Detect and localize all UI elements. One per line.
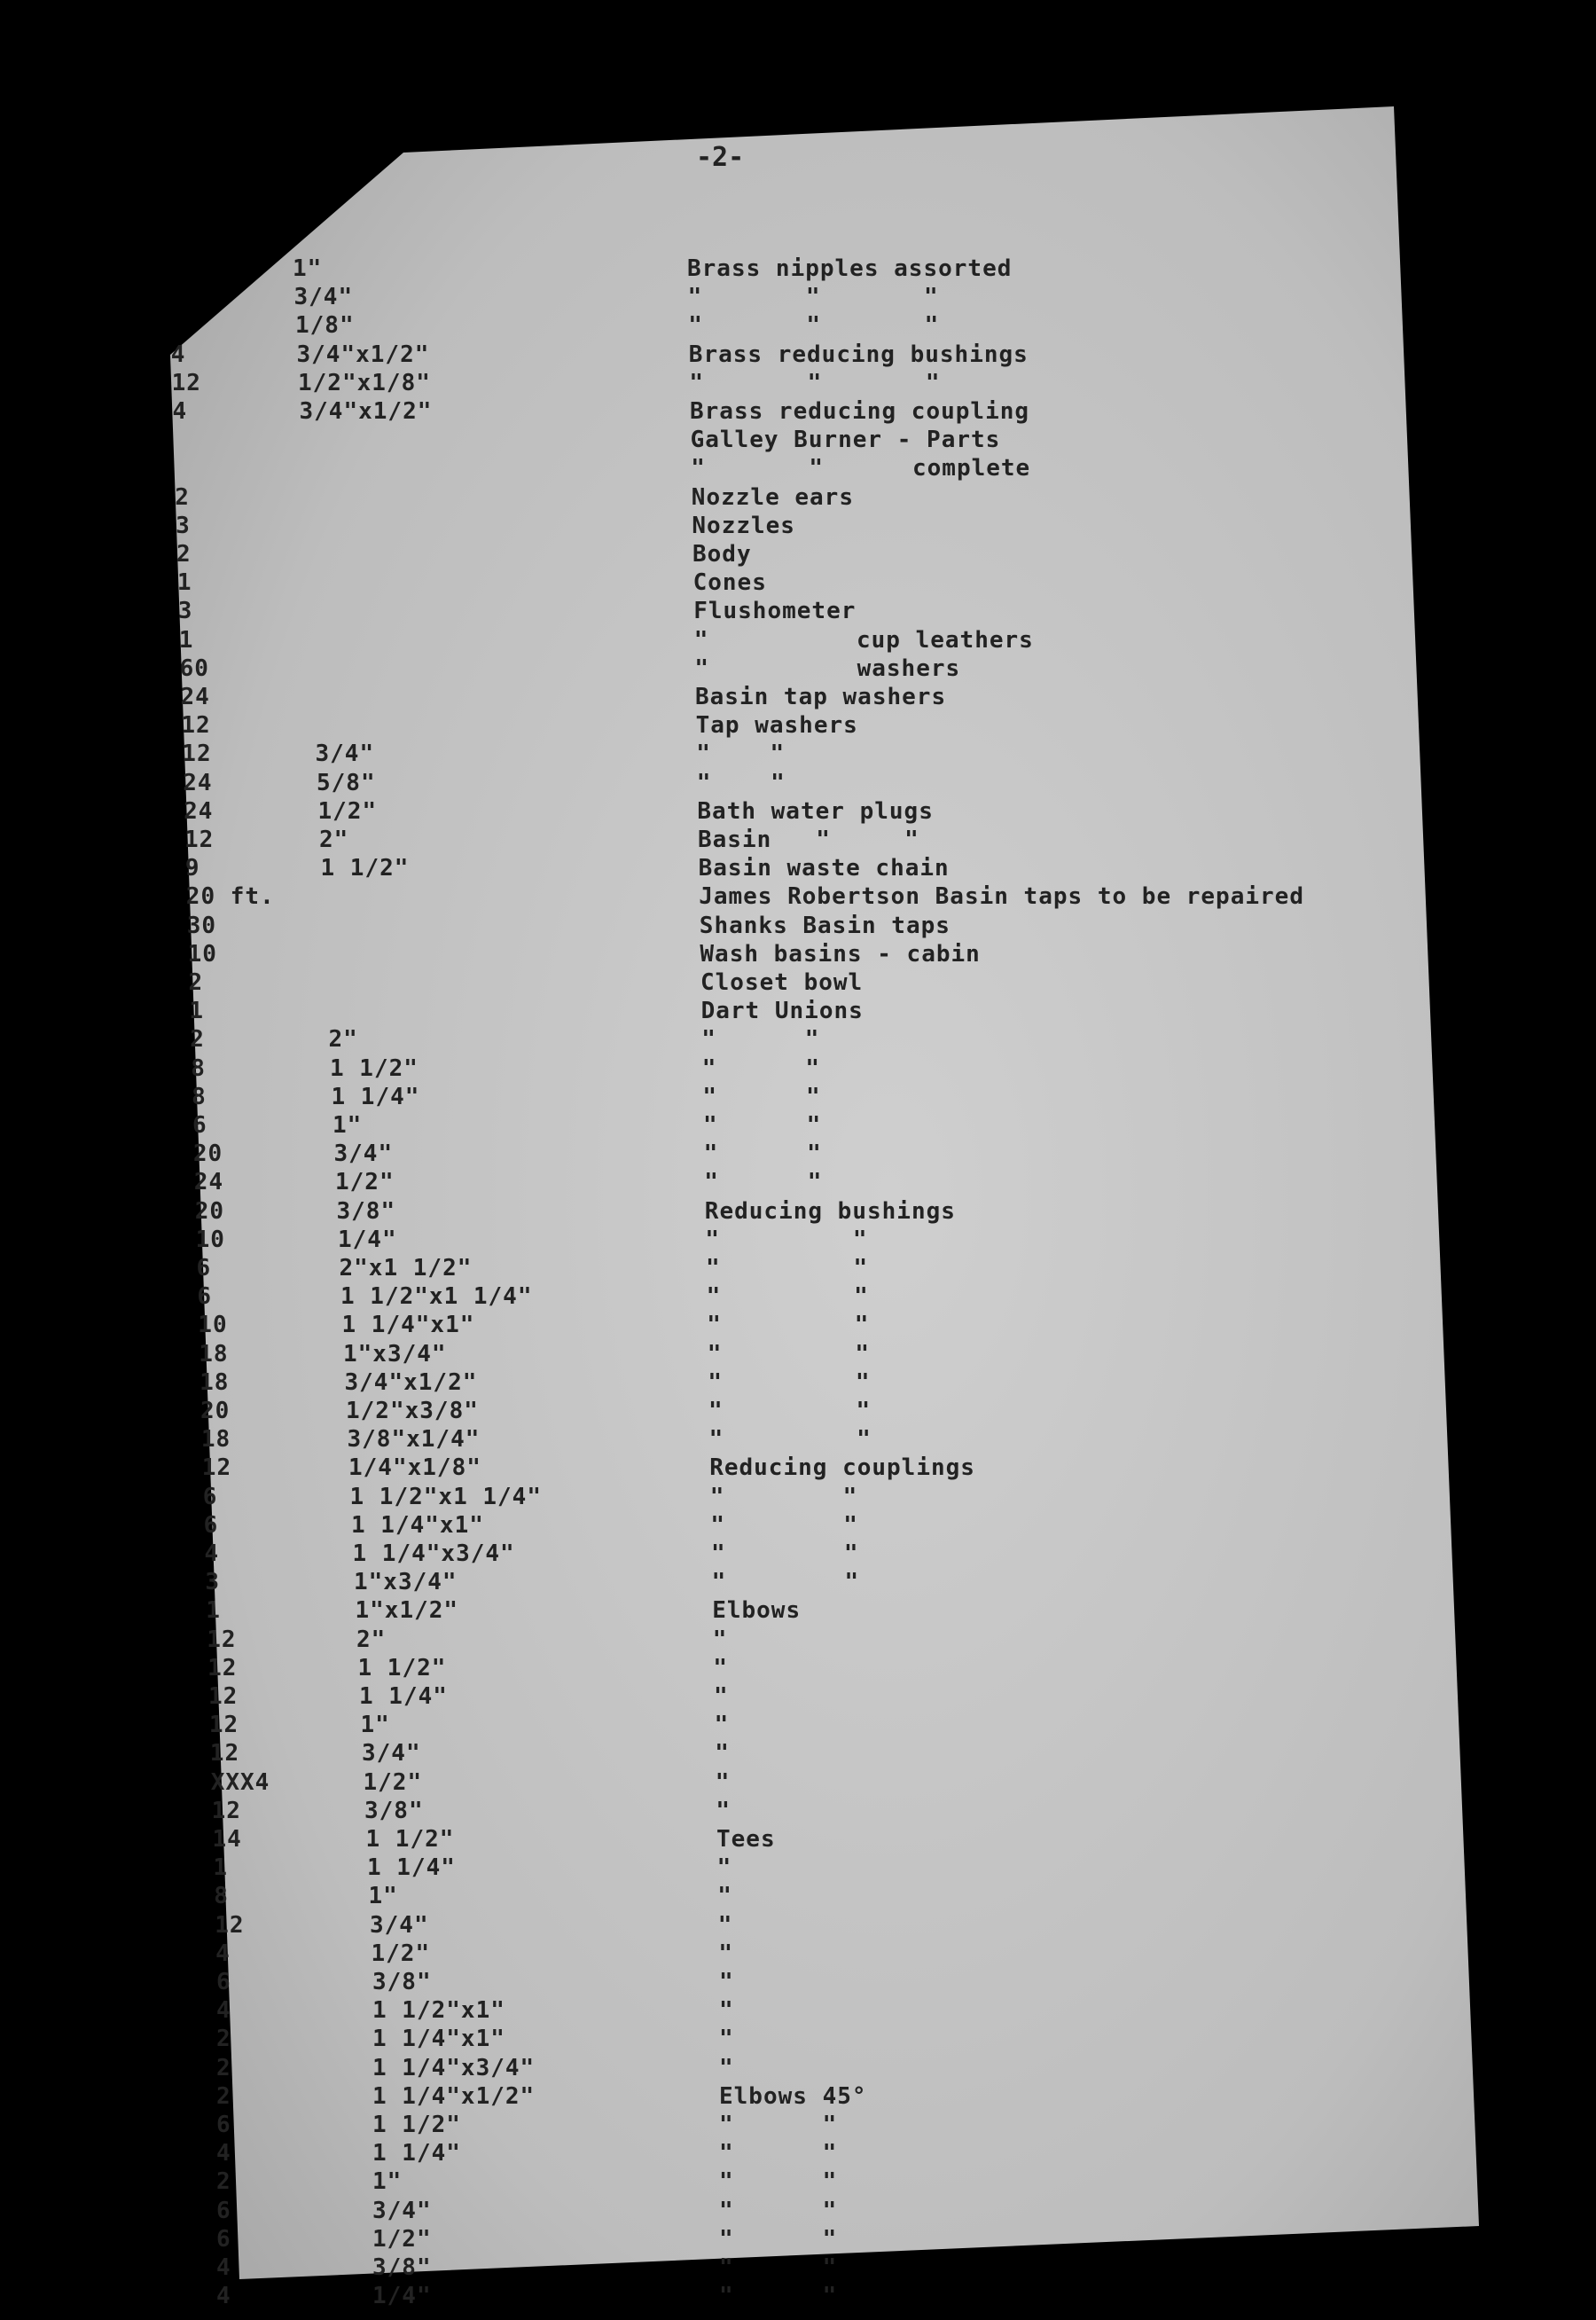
- item-size: 3/8": [372, 2254, 432, 2281]
- item-quantity: 18: [200, 1368, 230, 1396]
- item-quantity: 20: [200, 1398, 231, 1424]
- item-description: ": [715, 1740, 730, 1767]
- item-description: Tap washers: [695, 712, 858, 740]
- item-quantity: 3: [176, 512, 191, 539]
- item-description: Flushometer: [693, 598, 857, 625]
- item-description: Elbows 45°: [719, 2082, 867, 2110]
- item-description: " cup leathers: [693, 626, 1034, 654]
- item-description: " ": [706, 1255, 869, 1281]
- item-quantity: 4: [216, 2254, 231, 2281]
- item-size: 1 1/2"x1": [372, 1997, 505, 2025]
- item-description: Nozzles: [692, 512, 795, 539]
- item-quantity: 12: [211, 1797, 241, 1824]
- item-size: 1/2": [371, 1940, 431, 1967]
- item-size: 1 1/2": [320, 855, 410, 882]
- item-description: " ": [719, 2254, 838, 2281]
- item-description: ": [715, 1768, 731, 1796]
- item-size: 1/2"x3/8": [346, 1398, 479, 1424]
- item-description: " " ": [689, 369, 941, 396]
- item-description: " ": [709, 1483, 858, 1510]
- item-description: Dart Unions: [700, 998, 864, 1025]
- item-size: 1": [332, 1112, 363, 1139]
- item-description: " ": [719, 2112, 838, 2138]
- item-size: 1 1/4"x1": [341, 1312, 475, 1339]
- item-quantity: 18: [200, 1426, 231, 1454]
- item-quantity: 2: [176, 541, 192, 568]
- item-description: James Robertson Basin taps to be repaired: [699, 883, 1304, 911]
- item-size: 1": [360, 1712, 390, 1739]
- item-quantity: 12: [181, 712, 211, 740]
- item-quantity: 4: [216, 2283, 231, 2310]
- item-size: 1 1/4"x3/4": [372, 2054, 536, 2081]
- item-quantity: 12: [208, 1712, 239, 1739]
- item-quantity: XXX4: [210, 1768, 270, 1796]
- item-quantity: 2: [216, 2168, 231, 2196]
- item-description: " washers: [694, 654, 961, 682]
- item-quantity: 30: [186, 912, 216, 939]
- item-size: 1/4": [372, 2283, 432, 2310]
- item-size: 1 1/4"x1": [372, 2026, 505, 2053]
- item-quantity: 2: [216, 2082, 231, 2110]
- item-quantity: 4: [215, 1940, 231, 1967]
- item-description: " " ": [688, 312, 940, 340]
- item-description: " ": [711, 1569, 860, 1596]
- item-quantity: 12: [209, 1740, 240, 1767]
- item-quantity: 3: [205, 1569, 221, 1596]
- item-quantity: 20 ft.: [185, 883, 275, 911]
- item-size: 1 1/2": [357, 1654, 447, 1681]
- item-quantity: 4: [172, 398, 188, 425]
- item-size: 2": [319, 827, 349, 853]
- item-description: " ": [701, 1026, 820, 1054]
- item-description: " ": [702, 1083, 821, 1110]
- item-size: 1 1/4"x3/4": [352, 1540, 515, 1567]
- item-quantity: 6: [197, 1283, 213, 1311]
- item-description: " ": [707, 1340, 870, 1368]
- item-description: Closet bowl: [700, 969, 864, 996]
- item-description: " ": [710, 1511, 858, 1539]
- item-description: " ": [696, 769, 786, 796]
- item-description: Galley Burner - Parts: [690, 427, 1001, 454]
- item-description: Brass nipples assorted: [687, 255, 1013, 282]
- item-description: ": [716, 1854, 732, 1882]
- item-description: " ": [703, 1140, 822, 1168]
- item-description: Tees: [716, 1826, 776, 1853]
- item-size: 3/8"x1/4": [347, 1426, 481, 1454]
- item-size: 1": [372, 2168, 403, 2196]
- item-description: ": [714, 1712, 730, 1739]
- item-description: ": [716, 1797, 732, 1824]
- item-quantity: 6: [192, 1112, 207, 1139]
- item-quantity: 12: [207, 1626, 237, 1653]
- item-description: Cones: [692, 569, 767, 597]
- item-description: " ": [705, 1226, 868, 1253]
- item-quantity: 24: [184, 797, 214, 825]
- item-quantity: 2: [190, 1026, 205, 1054]
- item-quantity: 12: [182, 741, 212, 768]
- item-size: 3/4": [370, 1911, 429, 1939]
- item-size: 1": [293, 255, 323, 282]
- item-size: 2": [328, 1026, 358, 1054]
- item-quantity: 10: [187, 940, 217, 968]
- item-description: ": [717, 1911, 733, 1939]
- page-number: -2-: [696, 142, 745, 173]
- item-description: ": [719, 1997, 734, 2025]
- item-description: ": [719, 2026, 734, 2053]
- item-size: 1 1/4"x1": [351, 1511, 484, 1539]
- item-quantity: 1: [206, 1597, 221, 1625]
- item-quantity: 14: [212, 1826, 242, 1853]
- item-quantity: 3: [177, 598, 193, 625]
- item-size: 1/2": [335, 1169, 395, 1196]
- item-size: 5/8": [317, 769, 376, 796]
- item-size: 3/4": [362, 1740, 421, 1767]
- item-size: 3/8": [336, 1197, 396, 1225]
- item-quantity: 12: [171, 369, 201, 396]
- item-size: 3/4": [372, 2197, 432, 2224]
- item-size: 1"x3/4": [354, 1569, 458, 1596]
- item-size: 3/4"x1/2": [344, 1368, 478, 1396]
- item-description: " " complete: [691, 455, 1031, 482]
- item-quantity: 4: [216, 1997, 231, 2025]
- item-quantity: 12: [215, 1911, 245, 1939]
- item-description: " ": [708, 1368, 871, 1396]
- item-size: 3/4"x1/2": [296, 341, 430, 368]
- item-quantity: 6: [216, 1969, 231, 1995]
- item-description: " ": [719, 2197, 838, 2224]
- item-description: Reducing couplings: [709, 1454, 975, 1482]
- item-size: 1/4"x1/8": [348, 1454, 481, 1482]
- item-quantity: 2: [216, 2054, 231, 2081]
- item-description: Elbows: [712, 1597, 802, 1625]
- item-size: 1 1/4": [367, 1854, 456, 1882]
- item-description: " ": [719, 2168, 838, 2196]
- item-quantity: 6: [216, 2112, 231, 2138]
- item-quantity: 1: [189, 998, 205, 1025]
- item-quantity: 4: [204, 1540, 220, 1567]
- item-description: Body: [692, 541, 752, 568]
- item-size: 3/8": [372, 1969, 432, 1995]
- item-quantity: 1: [176, 569, 192, 597]
- item-description: " ": [708, 1426, 872, 1454]
- item-size: 1 1/2"x1 1/4": [349, 1483, 542, 1510]
- item-size: 1 1/4": [359, 1683, 448, 1710]
- item-quantity: 4: [170, 341, 186, 368]
- item-quantity: 10: [195, 1226, 225, 1253]
- item-description: Brass reducing bushings: [688, 341, 1029, 368]
- item-quantity: 8: [214, 1883, 229, 1910]
- item-size: 2": [356, 1626, 387, 1653]
- item-quantity: 6: [203, 1511, 219, 1539]
- item-quantity: 2: [216, 2026, 231, 2053]
- item-description: " ": [711, 1540, 859, 1567]
- item-quantity: 1: [178, 626, 194, 654]
- item-quantity: 12: [184, 827, 215, 853]
- item-size: 1 1/2": [365, 1826, 455, 1853]
- item-quantity: 2: [175, 483, 190, 511]
- item-size: 1": [368, 1883, 398, 1910]
- item-quantity: 2: [188, 969, 204, 996]
- item-quantity: 12: [208, 1683, 239, 1710]
- item-size: 1/2": [363, 1768, 423, 1796]
- item-size: 3/4": [293, 284, 354, 311]
- item-description: Shanks Basin taps: [699, 912, 951, 939]
- item-quantity: 1: [213, 1854, 229, 1882]
- item-size: 3/4": [333, 1140, 394, 1168]
- item-description: " ": [719, 2140, 838, 2167]
- item-description: Bath water plugs: [697, 797, 934, 825]
- item-description: " ": [706, 1283, 869, 1311]
- item-size: 1 1/4": [331, 1083, 420, 1110]
- item-description: Nozzle ears: [691, 483, 854, 511]
- item-size: 1 1/2": [330, 1054, 419, 1082]
- item-quantity: 6: [202, 1483, 218, 1510]
- item-description: " ": [701, 1054, 821, 1082]
- item-quantity: 6: [196, 1255, 212, 1281]
- item-size: 1/4": [338, 1226, 397, 1253]
- item-quantity: 4: [216, 2140, 231, 2167]
- item-description: ": [719, 2054, 734, 2081]
- item-size: 1/2"x1/8": [298, 369, 431, 396]
- item-description: Reducing bushings: [704, 1197, 956, 1225]
- item-quantity: 20: [192, 1140, 223, 1168]
- item-size: 1/8": [295, 312, 355, 340]
- item-description: Wash basins - cabin: [700, 940, 981, 968]
- item-quantity: 10: [198, 1312, 228, 1339]
- item-description: Basin tap washers: [695, 684, 947, 710]
- item-size: 1 1/4"x1/2": [372, 2082, 536, 2110]
- item-description: " ": [708, 1398, 872, 1424]
- item-size: 1"x1/2": [355, 1597, 459, 1625]
- item-description: Basin waste chain: [698, 855, 950, 882]
- item-description: ": [714, 1683, 729, 1710]
- item-size: 1"x3/4": [343, 1340, 447, 1368]
- item-description: " ": [719, 2283, 838, 2310]
- item-quantity: 6: [216, 2225, 231, 2253]
- item-size: 1 1/4": [372, 2140, 461, 2167]
- item-description: Brass reducing coupling: [690, 398, 1030, 425]
- item-quantity: 20: [194, 1197, 224, 1225]
- item-quantity: 18: [199, 1340, 229, 1368]
- item-description: " ": [703, 1112, 822, 1139]
- item-quantity: 24: [180, 684, 210, 710]
- item-description: ": [718, 1940, 734, 1967]
- item-quantity: 9: [184, 855, 200, 882]
- item-quantity: 8: [192, 1083, 207, 1110]
- item-size: 1 1/2": [372, 2112, 461, 2138]
- item-description: Basin " ": [698, 827, 919, 853]
- item-quantity: 60: [179, 654, 209, 682]
- item-description: " " ": [687, 284, 939, 311]
- item-size: 3/4"x1/2": [299, 398, 433, 425]
- item-description: ": [719, 1969, 734, 1995]
- item-size: 3/8": [364, 1797, 424, 1824]
- item-description: " ": [704, 1169, 823, 1196]
- item-quantity: 12: [207, 1654, 238, 1681]
- item-description: ": [712, 1626, 728, 1653]
- item-quantity: 8: [191, 1054, 206, 1082]
- item-size: 1/2": [372, 2225, 432, 2253]
- item-quantity: 24: [183, 769, 213, 796]
- item-quantity: 12: [201, 1454, 232, 1482]
- item-size: 3/4": [315, 741, 375, 768]
- item-size: 1 1/2"x1 1/4": [340, 1283, 533, 1311]
- item-quantity: 6: [216, 2197, 231, 2224]
- item-description: " ": [719, 2225, 838, 2253]
- item-description: " ": [696, 741, 786, 768]
- item-quantity: 24: [193, 1169, 224, 1196]
- item-description: ": [713, 1654, 729, 1681]
- item-size: 2"x1 1/2": [339, 1255, 473, 1281]
- item-description: ": [717, 1883, 732, 1910]
- item-description: " ": [707, 1312, 870, 1339]
- item-size: 1/2": [317, 797, 378, 825]
